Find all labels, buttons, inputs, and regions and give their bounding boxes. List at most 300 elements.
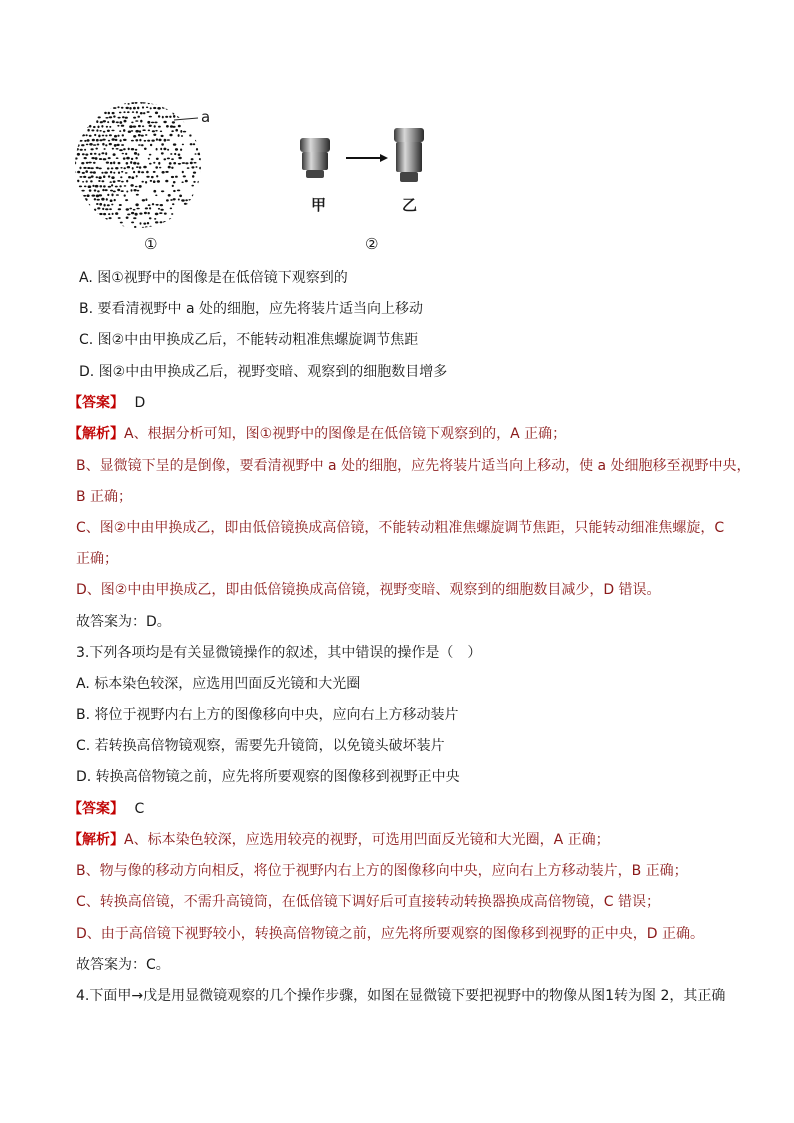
cell-dot — [192, 195, 194, 197]
cell-dot — [99, 158, 102, 160]
cell-dot — [124, 194, 126, 196]
cell-dot — [149, 217, 152, 219]
cell-dot — [106, 226, 109, 228]
cell-dot — [94, 189, 97, 191]
cell-dot — [84, 198, 87, 201]
cell-dot — [74, 134, 77, 136]
cell-dot — [161, 143, 164, 145]
cell-dot — [133, 107, 136, 110]
cell-dot — [162, 106, 165, 109]
figure-2-caption: ② — [365, 235, 379, 253]
cell-dot — [111, 167, 114, 169]
cell-dot — [189, 126, 192, 128]
cell-dot — [175, 176, 178, 178]
cell-dot — [167, 139, 170, 141]
cell-dot — [87, 129, 89, 132]
cell-dot — [128, 131, 131, 133]
cell-dot — [155, 103, 158, 105]
cell-dot — [95, 157, 98, 160]
cell-dot — [101, 152, 104, 154]
cell-dot — [74, 189, 77, 192]
cell-dot — [86, 144, 89, 146]
cell-dot — [131, 102, 134, 104]
cell-dot — [159, 167, 161, 169]
cell-dot — [176, 102, 179, 104]
cell-dot — [123, 111, 125, 113]
cell-dot — [74, 180, 76, 183]
cell-dot — [165, 180, 168, 183]
cell-dot — [74, 199, 76, 202]
cell-dot — [120, 232, 122, 234]
cell-dot — [75, 120, 78, 122]
cell-dot — [116, 194, 119, 196]
cell-dot — [116, 157, 119, 159]
cell-dot — [166, 199, 169, 201]
cell-dot — [123, 139, 127, 141]
cell-dot — [169, 162, 172, 165]
cell-dot — [203, 186, 206, 188]
cell-dot — [88, 162, 92, 164]
cell-dot — [182, 162, 185, 164]
cell-dot — [162, 116, 164, 119]
cell-dot — [93, 116, 96, 119]
cell-dot — [97, 190, 100, 192]
arrow-icon — [346, 154, 388, 162]
cell-dot — [81, 226, 84, 228]
cell-dot — [80, 221, 82, 224]
cell-dot — [108, 112, 110, 115]
answer-value: C — [134, 801, 145, 817]
cell-dot — [138, 144, 141, 146]
cell-dot — [203, 149, 205, 152]
cell-dot — [135, 157, 137, 159]
cell-dot — [88, 185, 92, 188]
cell-dot — [153, 162, 155, 164]
cell-dot — [79, 130, 81, 132]
cell-dot — [118, 172, 120, 174]
cell-dot — [191, 112, 193, 115]
cell-dot — [175, 231, 178, 233]
cell-dot — [208, 103, 211, 105]
cell-dot — [195, 203, 198, 206]
cell-dot — [137, 162, 139, 164]
cell-dot — [102, 98, 105, 100]
cell-dot — [105, 152, 107, 155]
cell-dot — [85, 154, 88, 156]
cell-dot — [89, 117, 92, 119]
cell-dot — [185, 180, 188, 183]
cell-dot — [179, 222, 182, 224]
analysis-text: A、根据分析可知，图①视野中的图像是在低倍镜下观察到的，A 正确； — [124, 426, 567, 442]
cell-dot — [80, 231, 83, 233]
cell-dot — [131, 189, 133, 192]
cell-dot — [79, 167, 81, 170]
cell-dot — [107, 167, 110, 169]
cell-dot — [191, 213, 193, 215]
cell-dot — [99, 130, 101, 132]
q3-option-d: D. 转换高倍物镜之前，应先将所要观察的图像移到视野正中央 — [76, 769, 460, 785]
cell-dot — [93, 217, 95, 219]
cell-dot — [113, 115, 115, 117]
cell-dot — [147, 111, 150, 113]
cell-dot — [173, 98, 175, 100]
cell-dot — [109, 134, 112, 136]
cell-dot — [90, 98, 92, 100]
cell-dot — [144, 212, 147, 214]
cell-dot — [136, 194, 139, 196]
cell-dot — [178, 154, 181, 156]
cell-dot — [158, 126, 161, 128]
cell-dot — [189, 199, 192, 201]
cell-dot — [105, 144, 107, 146]
cell-dot — [198, 208, 201, 211]
cell-dot — [88, 222, 91, 224]
cell-dot — [131, 148, 134, 150]
cell-dot — [91, 111, 93, 114]
cell-dot — [146, 171, 149, 174]
cell-dot — [87, 139, 90, 142]
cell-dot — [98, 153, 100, 155]
cell-dot — [99, 194, 103, 196]
cell-dot — [96, 167, 99, 169]
cell-dot — [171, 231, 173, 233]
cell-dot — [202, 199, 204, 202]
cell-dot — [98, 116, 101, 118]
cell-dot — [182, 181, 184, 183]
cell-dot — [201, 153, 204, 155]
cell-dot — [83, 176, 86, 178]
cell-dot — [201, 98, 203, 99]
cell-dot — [145, 198, 147, 201]
q4-stem: 4.下面甲→戊是用显微镜观察的几个操作步骤，如图在显微镜下要把视野中的物像从图1转为图 2，其正确 — [76, 988, 726, 1004]
cell-dot — [190, 162, 193, 165]
cell-dot — [109, 217, 112, 219]
cell-dot — [142, 129, 145, 131]
cell-dot — [178, 157, 181, 159]
cell-dot — [154, 218, 156, 220]
cell-dot — [173, 162, 176, 164]
cell-dot — [119, 149, 123, 151]
cell-dot — [203, 213, 205, 215]
cell-dot — [131, 212, 134, 214]
cell-dot — [201, 135, 203, 137]
cell-dot — [87, 231, 90, 233]
cell-dot — [104, 172, 108, 174]
cell-dot — [149, 207, 151, 209]
cell-dot — [158, 208, 160, 210]
cell-dot — [135, 130, 139, 133]
cell-dot — [113, 107, 117, 109]
cell-dot — [148, 204, 151, 206]
cell-dot — [81, 98, 84, 100]
cell-dot — [171, 167, 173, 169]
cell-dot — [98, 176, 101, 179]
cell-dot — [119, 185, 121, 187]
cell-dot — [102, 135, 105, 137]
q2-option-d: D. 图②中由甲换成乙后，视野变暗、观察到的细胞数目增多 — [79, 364, 448, 380]
cell-dot — [181, 135, 183, 137]
cell-dot — [74, 125, 77, 128]
cell-dot — [108, 213, 110, 215]
cell-dot — [206, 136, 208, 138]
cell-dot — [198, 107, 200, 109]
cell-dot — [205, 161, 207, 163]
cell-dot — [204, 232, 207, 233]
cell-dot — [93, 144, 96, 146]
cell-dot — [151, 102, 154, 105]
cell-dot — [126, 191, 128, 193]
cell-dot — [131, 130, 133, 132]
cell-dot — [83, 222, 86, 224]
cell-dot — [203, 130, 205, 132]
cell-dot — [200, 186, 202, 188]
cell-dot — [89, 189, 92, 191]
cell-dot — [140, 222, 142, 224]
cell-dot — [150, 180, 152, 182]
cell-dot — [191, 166, 194, 168]
cell-dot — [161, 152, 164, 154]
cell-dot — [100, 121, 103, 123]
cell-dot — [119, 130, 121, 132]
cell-dot — [128, 148, 130, 151]
cell-dot — [90, 227, 92, 229]
cell-dot — [84, 231, 86, 233]
cell-dot — [111, 204, 113, 206]
cell-dot — [192, 175, 194, 178]
cell-dot — [91, 175, 94, 177]
cell-dot — [75, 195, 77, 197]
cell-dot — [174, 153, 176, 155]
cell-dot — [185, 98, 188, 99]
cell-dot — [115, 167, 118, 169]
cell-dot — [96, 120, 98, 123]
cell-dot — [90, 171, 93, 173]
cell-dot — [147, 140, 150, 142]
cell-dot — [199, 167, 201, 170]
cell-dot — [159, 212, 162, 214]
cell-dot — [135, 102, 138, 104]
cell-dot — [77, 198, 80, 200]
cell-dot — [122, 116, 125, 118]
cell-dot — [77, 227, 80, 230]
cell-dot — [152, 203, 154, 205]
cell-dot — [196, 111, 199, 113]
cell-dot — [77, 180, 79, 183]
cell-dot — [142, 181, 144, 183]
cell-dot — [117, 125, 119, 127]
answer-tag: 【答案】 — [68, 395, 124, 411]
cell-dot — [151, 122, 154, 124]
cell-dot — [108, 231, 111, 233]
cell-dot — [148, 102, 150, 104]
q3-answer-line — [68, 799, 144, 819]
cell-dot — [77, 107, 80, 109]
cell-dot — [82, 153, 85, 155]
cell-dot — [196, 148, 198, 151]
cell-dot — [100, 231, 102, 233]
cell-dot — [116, 121, 119, 123]
cell-dot — [87, 204, 90, 206]
cell-dot — [85, 117, 88, 119]
q2-analysis-line-5: 正确； — [76, 551, 118, 567]
cell-dot — [166, 125, 169, 128]
cell-dot — [97, 98, 99, 100]
cell-dot — [203, 203, 206, 205]
cell-dot — [125, 199, 128, 201]
cell-dot — [83, 167, 86, 169]
cell-dot — [81, 162, 84, 164]
cell-dot — [205, 181, 207, 184]
cell-dot — [115, 102, 118, 104]
cell-dot — [113, 191, 116, 193]
cell-dot — [148, 130, 150, 132]
cell-dot — [146, 176, 149, 178]
cell-dot — [103, 185, 106, 187]
cell-dot — [135, 213, 138, 216]
cell-dot — [119, 112, 122, 114]
cell-dot — [198, 143, 201, 146]
cell-dot — [95, 111, 97, 114]
cell-dot — [197, 217, 200, 219]
cell-dot — [118, 117, 121, 119]
cell-dot — [135, 149, 137, 151]
cell-dot — [140, 120, 142, 123]
cell-dot — [117, 135, 119, 137]
answer-tag: 【答案】 — [68, 801, 124, 817]
cell-dot — [109, 116, 112, 118]
cell-dot — [145, 207, 148, 209]
cell-dot — [145, 226, 148, 228]
cell-dot — [198, 98, 200, 100]
cell-dot — [198, 181, 200, 183]
cell-dot — [164, 213, 167, 215]
cell-dot — [112, 148, 114, 150]
cell-dot — [148, 158, 150, 160]
cell-dot — [105, 107, 108, 109]
q2-option-b: B. 要看清视野中 a 处的细胞，应先将装片适当向上移动 — [79, 301, 423, 317]
cell-dot — [101, 226, 104, 228]
cell-dot — [177, 116, 180, 118]
cell-dot — [201, 227, 204, 229]
cell-dot — [184, 203, 187, 205]
cell-dot — [185, 209, 188, 211]
cell-dot — [81, 134, 85, 136]
q2-option-a: A. 图①视野中的图像是在低倍镜下观察到的 — [79, 270, 348, 286]
cell-dot — [143, 112, 145, 114]
cell-dot — [89, 143, 93, 146]
cell-dot — [139, 230, 142, 233]
cell-dot — [141, 144, 144, 146]
cell-dot — [163, 221, 166, 224]
cell-dot — [192, 131, 194, 133]
cell-dot — [90, 218, 92, 220]
q2-option-c: C. 图②中由甲换成乙后，不能转动粗准焦螺旋调节焦距 — [79, 332, 419, 348]
cell-dot — [195, 222, 198, 224]
cell-dot — [155, 213, 159, 216]
cell-dot — [173, 190, 176, 192]
cell-dot — [82, 200, 84, 202]
cell-dot — [153, 227, 156, 229]
analysis-tag: 【解析】 — [68, 426, 124, 442]
cell-dot — [80, 194, 83, 196]
cell-dot — [195, 231, 197, 233]
cell-dot — [102, 189, 104, 191]
cell-dot — [158, 98, 160, 100]
cell-dot — [87, 194, 90, 197]
cell-dot — [172, 203, 174, 205]
cell-dot — [136, 166, 139, 168]
cell-dot — [143, 223, 146, 225]
cell-dot — [74, 98, 76, 100]
cell-dot — [75, 232, 78, 233]
cell-dot — [155, 130, 157, 132]
cell-dot — [74, 204, 78, 207]
cell-dot — [94, 209, 96, 211]
cell-dot — [103, 213, 106, 215]
cell-dot — [134, 226, 136, 228]
cell-dot — [153, 107, 156, 109]
cell-dot — [97, 226, 100, 228]
cell-dot — [109, 208, 112, 210]
cell-dot — [115, 139, 118, 141]
cell-dot — [144, 140, 147, 142]
cell-dot — [139, 130, 141, 133]
cell-dot — [85, 226, 88, 228]
cell-dot — [74, 107, 76, 109]
q3-option-b: B. 将位于视野内右上方的图像移向中央，应向右上方移动装片 — [76, 707, 459, 723]
cell-dot — [181, 98, 184, 99]
cell-dot — [189, 107, 192, 109]
cell-dot — [138, 134, 141, 136]
cell-dot — [181, 199, 185, 201]
cell-dot — [158, 162, 160, 165]
cell-dot — [75, 157, 78, 159]
cell-dot — [139, 166, 141, 169]
cell-dot — [149, 98, 151, 100]
cell-dot — [112, 120, 115, 123]
cell-dot — [101, 198, 104, 201]
cell-dot — [100, 185, 103, 187]
cell-dot — [164, 158, 167, 160]
cell-dot — [168, 194, 171, 197]
cell-dot — [140, 112, 143, 114]
cell-dot — [93, 227, 96, 229]
cell-dot — [170, 199, 173, 201]
cell-dot — [103, 175, 105, 178]
cell-dot — [88, 177, 91, 179]
cell-dot — [149, 154, 152, 156]
cell-dot — [163, 102, 165, 105]
cell-dot — [115, 212, 118, 215]
cell-dot — [140, 102, 142, 104]
cell-dot — [121, 181, 124, 183]
cell-dot — [172, 222, 175, 224]
cell-dot — [129, 125, 132, 128]
cell-dot — [85, 106, 88, 108]
cell-dot — [150, 144, 152, 146]
cell-dot — [97, 126, 99, 129]
cell-dot — [95, 185, 99, 188]
cell-dot — [206, 144, 208, 146]
cell-dot — [196, 213, 199, 215]
q3-analysis-line-4: D、由于高倍镜下视野较小，转换高倍物镜之前，应先将所要观察的图像移到视野的正中央，D 正确。 — [76, 926, 705, 942]
cell-dot — [94, 98, 98, 99]
cell-dot — [117, 106, 119, 108]
q2-analysis-line-6: D、图②中由甲换成乙，即由低倍镜换成高倍镜，视野变暗、观察到的细胞数目减少，D 错误。 — [76, 582, 661, 598]
cell-dot — [191, 185, 194, 187]
cell-dot — [93, 126, 96, 128]
cell-dot — [166, 107, 169, 110]
